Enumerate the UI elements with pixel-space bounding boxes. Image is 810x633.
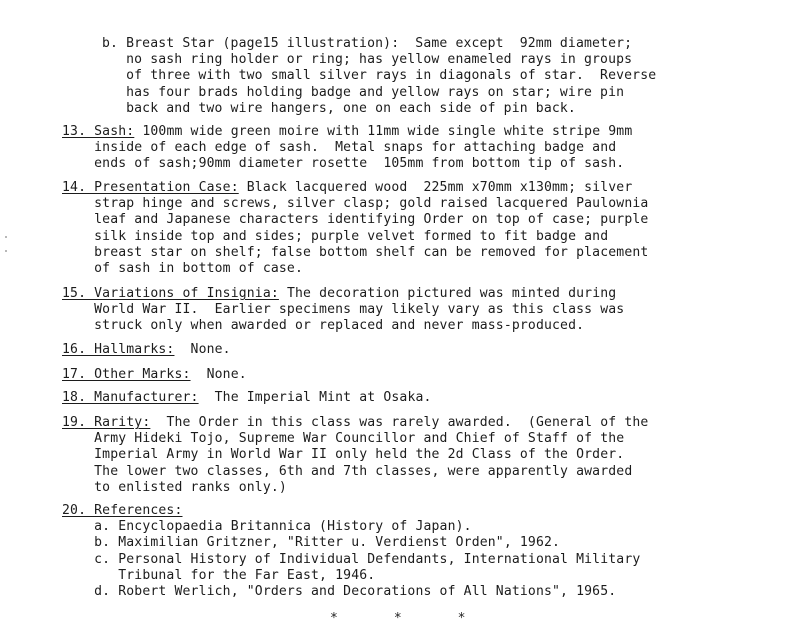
breast-star-line: no sash ring holder or ring; has yellow enameled rays in groups: [102, 52, 633, 68]
rarity-line: Imperial Army in World War II only held the 2d Class of the Order.: [62, 447, 625, 463]
rarity-line: The lower two classes, 6th and 7th classes, were apparently awarded: [62, 463, 633, 479]
presentation-case-line: leaf and Japanese characters identifying Order on top of case; purple: [62, 212, 649, 228]
breast-star-line: has four brads holding badge and yellow rays on star; wire pin: [102, 84, 625, 100]
sash-heading: 13. Sash:: [62, 124, 135, 139]
references-heading: 20. References:: [62, 503, 183, 518]
rarity-line: to enlisted ranks only.): [62, 479, 287, 495]
presentation-case-line: Black lacquered wood 225mm x70mm x130mm; silver: [238, 180, 633, 195]
reference-item: c. Personal History of Individual Defendants, International Military: [62, 551, 641, 567]
rarity-line: The Order in this class was rarely awarded. (General of the: [150, 415, 649, 430]
presentation-case-heading: 14. Presentation Case:: [62, 180, 239, 195]
manufacturer-section: [62, 390, 432, 406]
reference-item: d. Robert Werlich, "Orders and Decorations of All Nations", 1965.: [62, 584, 617, 600]
breast-star-paragraph: [102, 36, 656, 117]
reference-item: Tribunal for the Far East, 1946.: [62, 567, 376, 583]
rarity-section: [62, 415, 648, 496]
manufacturer-heading: 18. Manufacturer:: [62, 390, 199, 405]
rarity-heading: 19. Rarity:: [62, 415, 151, 430]
variations-line: struck only when awarded or replaced and never mass-produced.: [62, 318, 585, 334]
variations-line: World War II. Earlier specimens may likely vary as this class was: [62, 302, 625, 318]
breast-star-line: back and two wire hangers, one on each side of pin back.: [102, 100, 576, 116]
hallmarks-heading: 16. Hallmarks:: [62, 342, 175, 357]
reference-item: b. Maximilian Gritzner, "Ritter u. Verdienst Orden", 1962.: [62, 535, 561, 551]
sash-section: [62, 124, 632, 173]
other-marks-section: [62, 367, 247, 383]
presentation-case-section: [62, 180, 648, 277]
reference-item: a. Encyclopaedia Britannica (History of Japan).: [62, 519, 472, 535]
other-marks-heading: 17. Other Marks:: [62, 367, 191, 382]
hallmarks-section: [62, 342, 231, 358]
manufacturer-value: The Imperial Mint at Osaka.: [198, 390, 432, 405]
variations-line: The decoration pictured was minted during: [278, 286, 617, 301]
hallmarks-value: None.: [174, 342, 231, 357]
presentation-case-line: breast star on shelf; false bottom shelf can be removed for placement: [62, 244, 649, 260]
presentation-case-line: of sash in bottom of case.: [62, 261, 303, 277]
rarity-line: Army Hideki Tojo, Supreme War Councillor and Chief of Staff of the: [62, 431, 625, 447]
presentation-case-line: silk inside top and sides; purple velvet formed to fit badge and: [62, 228, 609, 244]
references-section: [62, 503, 640, 600]
sash-line: inside of each edge of sash. Metal snaps for attaching badge and: [62, 140, 617, 156]
section-end-asterisks: * * *: [330, 611, 466, 626]
margin-speck: [5, 250, 7, 252]
variations-section: [62, 286, 624, 335]
presentation-case-line: strap hinge and screws, silver clasp; gold raised lacquered Paulownia: [62, 196, 649, 212]
variations-heading: 15. Variations of Insignia:: [62, 286, 279, 301]
sash-line: 100mm wide green moire with 11mm wide single white stripe 9mm: [134, 124, 633, 139]
breast-star-line: b. Breast Star (page15 illustration): Same except 92mm diameter;: [102, 36, 633, 51]
other-marks-value: None.: [190, 367, 247, 382]
margin-speck: [5, 236, 7, 238]
breast-star-line: of three with two small silver rays in diagonals of star. Reverse: [102, 68, 657, 84]
sash-line: ends of sash;90mm diameter rosette 105mm from bottom tip of sash.: [62, 156, 625, 172]
